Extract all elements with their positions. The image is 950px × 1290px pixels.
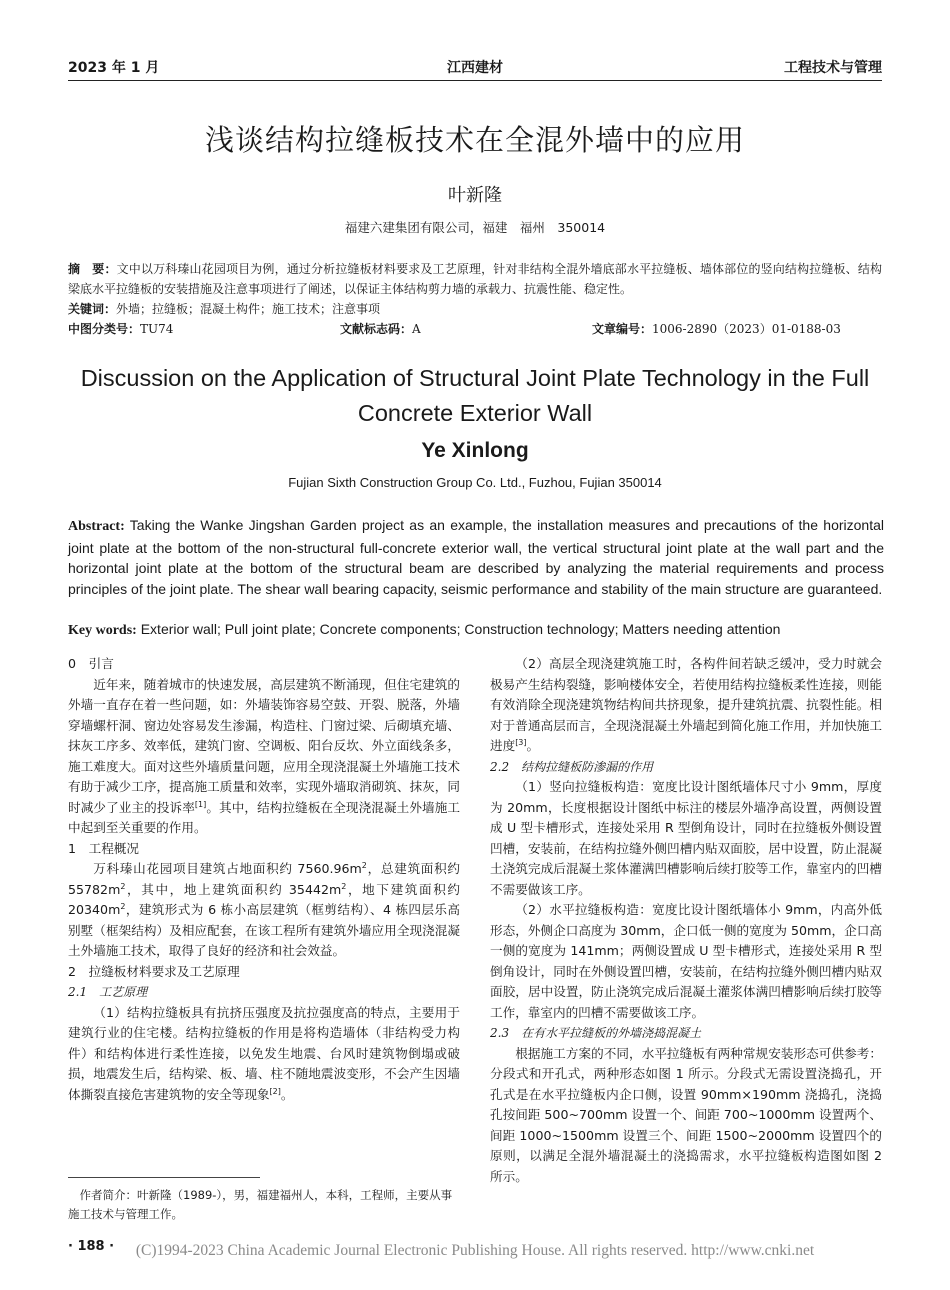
keywords-en-text: Exterior wall; Pull joint plate; Concrete components; Construction technology; Matters needing attention [136,621,781,637]
abstract-cn-text: 文中以万科瑧山花园项目为例，通过分析拉缝板材料要求及工艺原理，针对非结构全混外墙底部水平拉缝板、墙体部位的竖向结构拉缝板、结构梁底水平拉缝板的安装措施及注意事项进行了阐述，以保证主体结构剪力墙的承载力、抗震性能、稳定性。 [68,262,882,296]
abstract-en-text: Taking the Wanke Jingshan Garden project as an example, the installation measures and precautions of the horizontal joint plate at the bottom of the non-structural full-concrete exterior wall, the vertical structural joint plate at the wall part and the horizontal joint plate at the bottom of the structural beam are described by analyzing the material requirements and process principles of the joint plate. The shear wall bearing capacity, seismic performance and stability of the main structure are guaranteed. [68,517,884,598]
header-section: 工程技术与管理 [784,60,882,76]
keywords-cn-text: 外墙；拉缝板；混凝土构件；施工技术；注意事项 [116,302,381,316]
section-2-3-paragraph-1: 根据施工方案的不同，水平拉缝板有两种常规安装形态可供参考：分段式和开孔式，两种形态如图 1 所示。分段式无需设置浇捣孔，开孔式是在水平拉缝板内企口侧，设置 90mm×190mm 浇捣孔，浇捣孔按间距 500~700mm 设置一个、间距 700~1000mm 设置两个、间距 1000~1500mm 设置三个、间距 1500~2000mm 设置四个的原则，以满足全混外墙混凝土的浇捣需求，水平拉缝板构造图如图 2 所示。 [490,1045,882,1184]
section-2-1-paragraph-1: （1）结构拉缝板具有抗挤压强度及抗拉强度高的特点，主要用于建筑行业的住宅楼。结构拉缝板的作用是将构造墙体（非结构受力构件）和结构体进行柔性连接，以免发生地震、台风时建筑物倒塌或破损，地震发生后，结构梁、板、墙、柱不随地震波变形，不会产生因墙体撕裂直接危害建筑物的安全等现象[2]。 [68,1004,460,1102]
article-no-value: 1006-2890（2023）01-0188-03 [652,322,841,336]
section-0-heading: 0 引言 [68,656,114,671]
author-en: Ye Xinlong [421,439,529,462]
abstract-en-label: Abstract: [68,519,125,534]
section-1-paragraph: 万科瑧山花园项目建筑占地面积约 $7560.96m^2$，总建筑面积约 $55782m^2$，其中，地上建筑面积约 $35442m^2$，地下建筑面积约 $20340m^2$，建筑形式为 6 栋小高层建筑（框剪结构）、4 栋四层乐高别墅（框架结构）及相应配套，在该工程所有建筑外墙应用全现浇混凝土外墙施工技术，取得了良好的经济和社会效益。 [68,860,461,958]
copyright-watermark: (C)1994-2023 China Academic Journal Electronic Publishing House. All rights reserved. http://www.cnki.net [135,1242,815,1259]
abstract-cn [68,259,882,299]
header-journal: 江西建材 [447,60,503,76]
citation-3: [3] [515,737,527,747]
clc-label: 中图分类号： [68,322,141,336]
abstract-cn-label: 摘 要： [68,262,117,276]
article-no-label: 文章编号： [592,322,653,336]
section-2-3-heading: 2.3 在有水平拉缝板的外墙浇捣混凝土 [490,1026,702,1040]
classification-row [68,320,882,340]
keywords-en [68,619,882,641]
right-column [490,654,882,1187]
affiliation-en: Fujian Sixth Construction Group Co. Ltd., Fuzhou, Fujian 350014 [288,475,662,490]
abstract-en [68,515,884,600]
doc-code-label: 文献标志码： [340,322,413,336]
page-number: · 188 · [68,1239,115,1254]
left-column [68,654,460,1105]
doc-code-value: A [412,322,421,336]
citation-1: [1] [194,799,207,809]
title-cn: 浅谈结构拉缝板技术在全混外墙中的应用 [204,123,745,157]
section-2-1-heading: 2.1 工艺原理 [68,985,148,999]
keywords-en-label: Key words: [68,623,137,638]
section-2-heading: 2 拉缝板材料要求及工艺原理 [68,963,240,979]
author-footnote: 作者简介：叶新隆（1989-），男，福建福州人，本科，工程师，主要从事施工技术与管理工作。 [68,1188,453,1221]
section-2-2-heading: 2.2 结构拉缝板防渗漏的作用 [490,759,654,774]
keywords-cn-label: 关键词： [68,302,117,316]
header-rule [68,80,882,81]
section-2-2-paragraph-2: （2）水平拉缝板构造：宽度比设计图纸墙体小 9mm，内高外低形态，外侧企口高度为 30mm，企口低一侧的宽度为 50mm，企口高一侧的宽度为 141mm；两侧设置成 U 型卡槽形式，连接处采用 R 型倒角设计，同时在外侧设置凹槽，安装前，在结构拉缝外侧凹槽内贴双面胶，居中设置，防止浇筑完成后混凝土灌浆体满凹槽影响后续打胶等工作，靠室内的凹槽不需要做该工序。 [490,902,882,1020]
section-2-2-paragraph-1: （1）竖向拉缝板构造：宽度比设计图纸墙体尺寸小 9mm，厚度为 20mm，长度根据设计图纸中标注的楼层外墙净高设置，两侧设置成 U 型卡槽形式，连接处采用 R 型倒角设计，同时在拉缝板外侧设置凹槽，安装前，在结构拉缝外侧凹槽内贴双面胶，居中设置，防止混凝土浇筑完成后混凝土浆体灌满凹槽影响后续打胶等工作，靠室内的凹槽不需要做该工序。 [490,779,882,897]
header-date: 2023 年 1 月 [68,60,160,76]
clc-value: TU74 [140,322,174,336]
title-en: Discussion on the Application of Structural Joint Plate Technology in the Full Concrete Exterior Wall [80,365,870,426]
section-0-paragraph: 近年来，随着城市的快速发展，高层建筑不断涌现，但住宅建筑的外墙一直存在着一些问题，如：外墙装饰容易空鼓、开裂、脱落，外墙穿墙螺杆洞、窗边处容易发生渗漏，构造柱、门窗过梁、后砌填充墙、抹灰工序多、效率低，建筑门窗、空调板、阳台反坎、外立面线条多，施工难度大。面对这些外墙质量问题，应用全现浇混凝土外墙施工技术有助于减少工序，提高施工质量和效率，实现外墙取消砌筑、抹灰，同时减少了业主的投诉率[1]。其中，结构拉缝板在全现浇混凝土外墙施工中起到至关重要的作用。 [68,676,461,835]
author-cn: 叶新隆 [448,185,502,206]
section-1-heading: 1 工程概况 [68,840,139,856]
keywords-cn [68,299,882,319]
running-header [68,57,882,77]
affiliation-cn: 福建六建集团有限公司，福建 福州 350014 [344,220,606,235]
citation-2: [2] [269,1086,281,1096]
section-2-1-paragraph-2: （2）高层全现浇建筑施工时，各构件间若缺乏缓冲，受力时就会极易产生结构裂缝，影响楼体安全，若使用结构拉缝板柔性连接，则能有效消除全现浇建筑物结构间共挤现象，提升建筑抗震、抗裂性能。相对于普通高层而言，全现浇混凝土外墙起到简化施工作用，并加快施工进度[3]。 [490,656,882,753]
footnote-rule [68,1177,260,1178]
